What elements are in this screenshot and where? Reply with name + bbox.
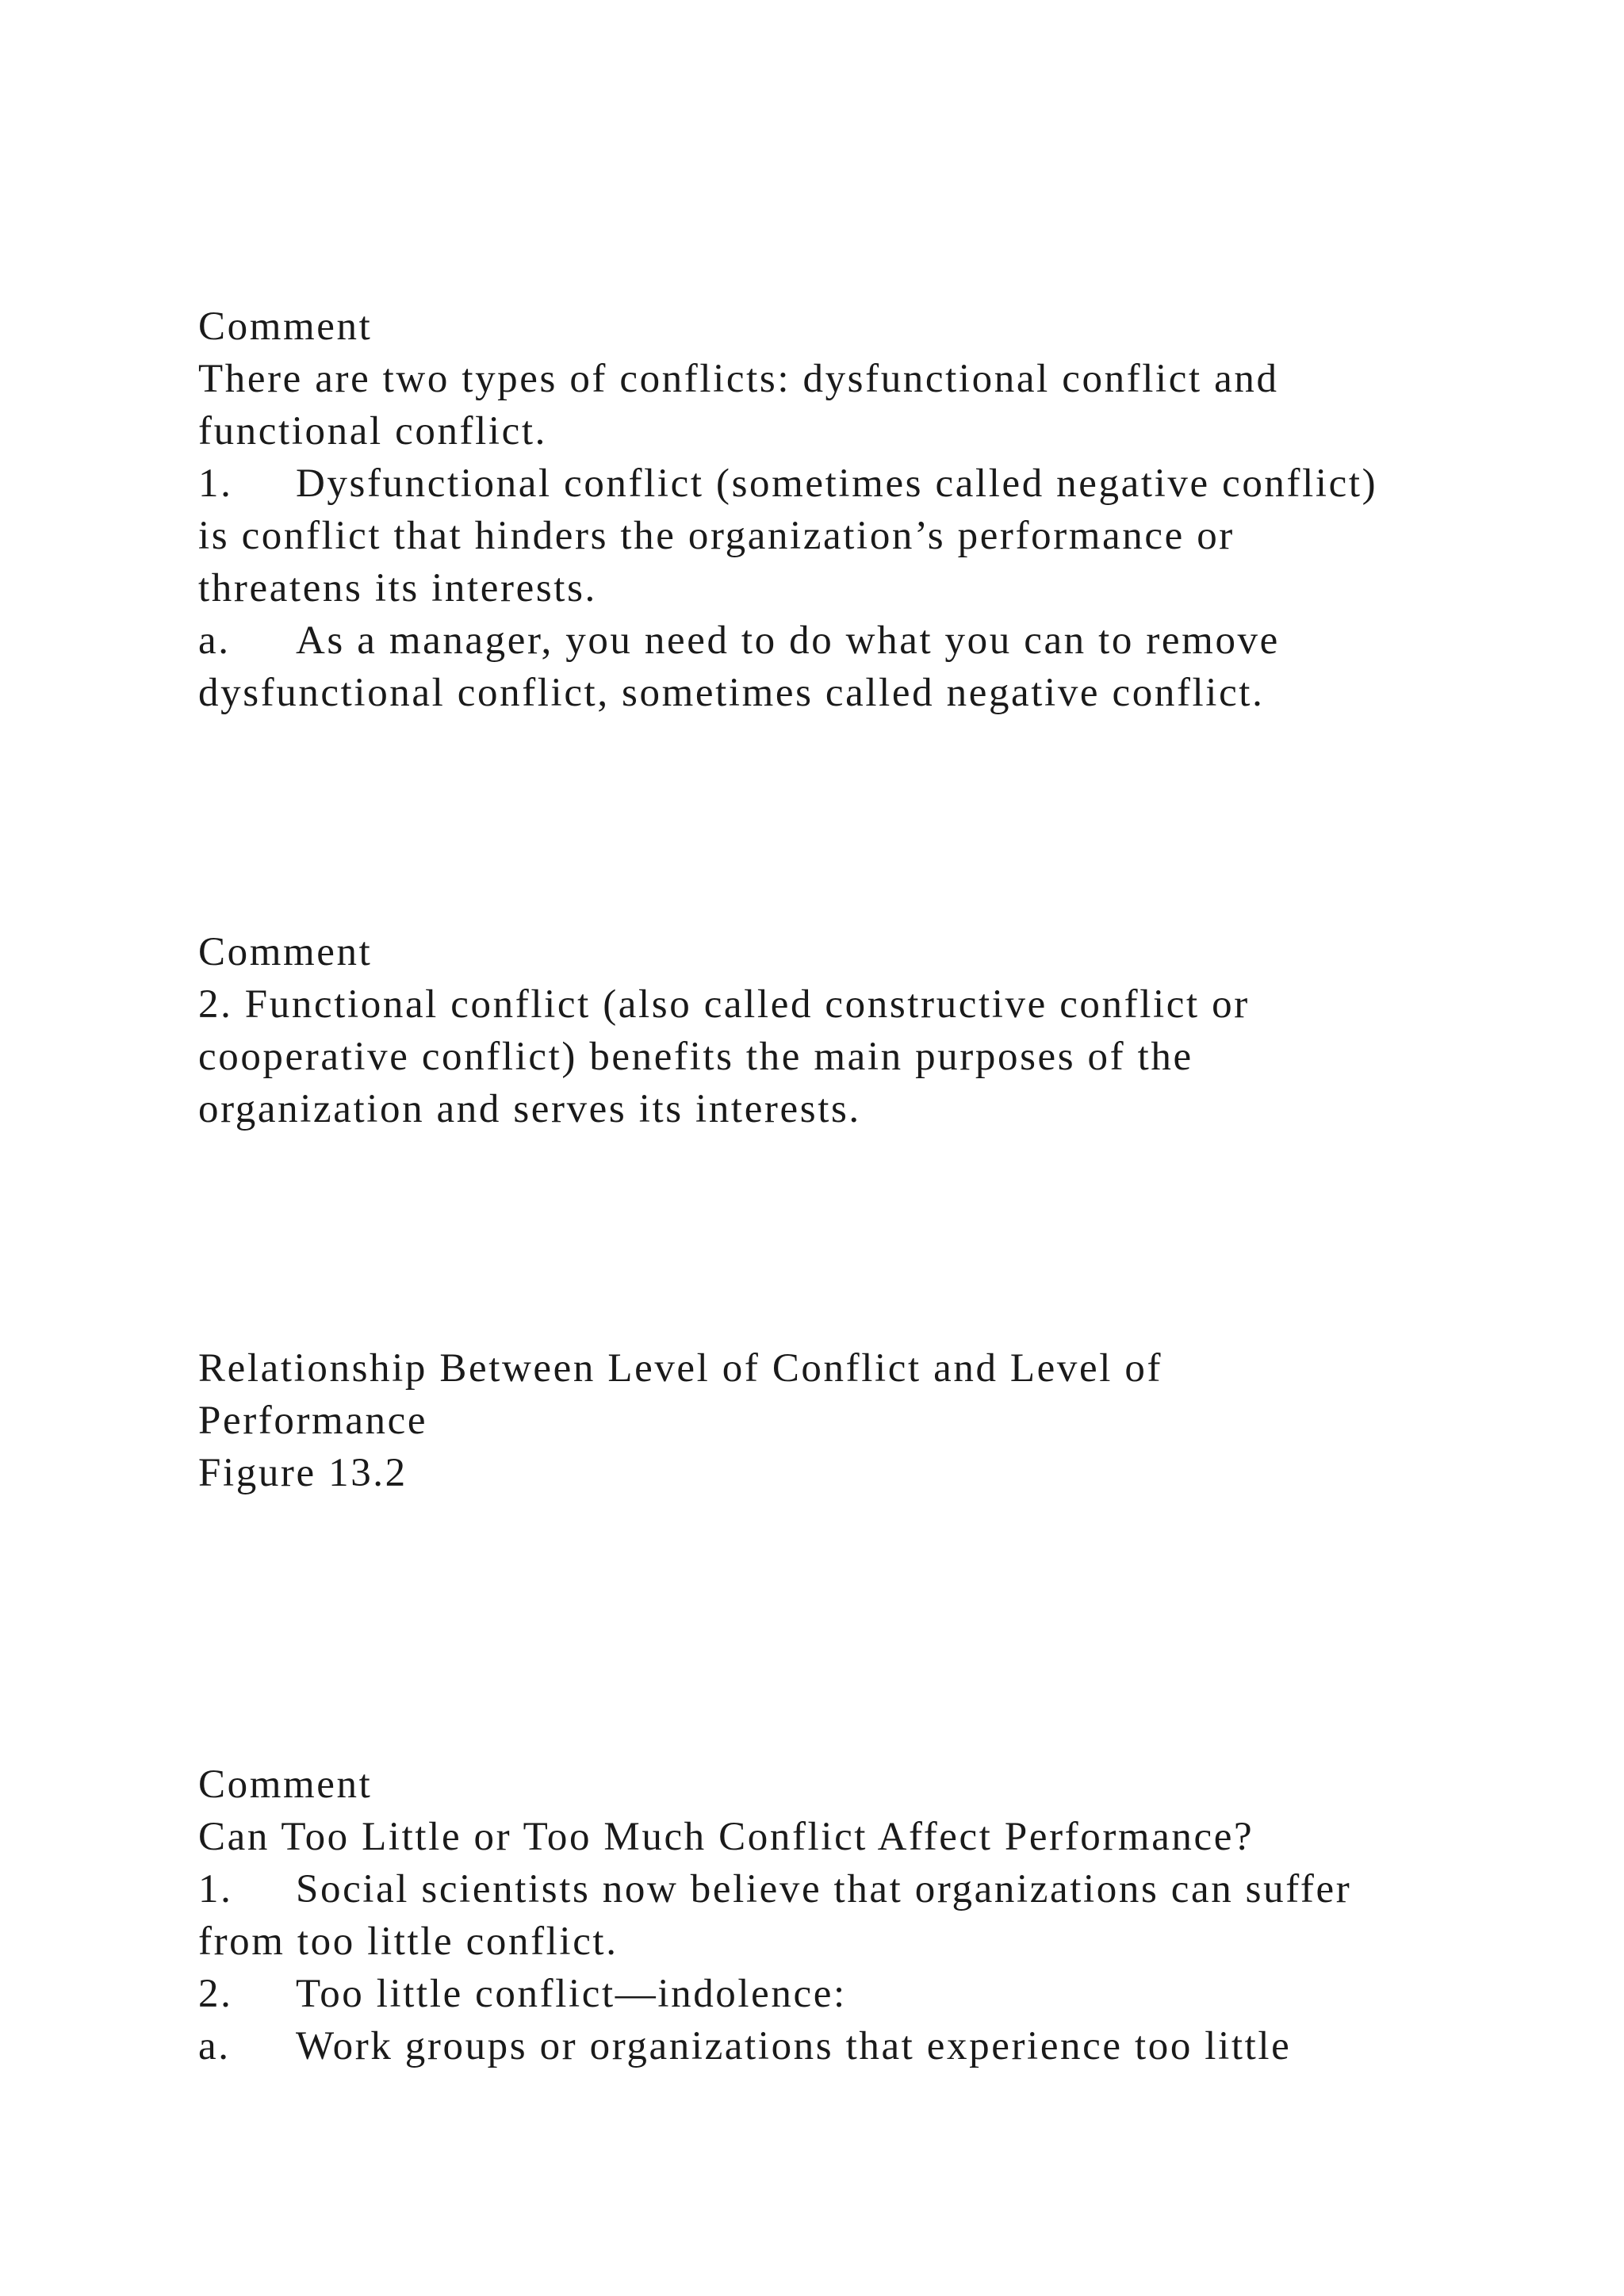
list-item-text: Work groups or organizations that experience too little: [296, 2024, 1292, 2068]
comment-block-conflict-performance: [198, 1758, 1546, 2072]
list-marker: 1.: [198, 461, 233, 506]
paragraph-line: cooperative conflict) benefits the main purposes of the: [198, 1035, 1193, 1079]
list-item-line: [198, 2020, 1546, 2072]
list-item-text: As a manager, you need to do what you can to remove: [296, 618, 1280, 663]
list-marker: 2.: [198, 1972, 233, 2016]
paragraph-line: is conflict that hinders the organization’s performance or: [198, 514, 1235, 558]
figure-title-line: Relationship Between Level of Conflict and Level of: [198, 1346, 1163, 1391]
figure-number: Figure 13.2: [198, 1451, 408, 1495]
paragraph-line: dysfunctional conflict, sometimes called negative conflict.: [198, 671, 1265, 715]
list-item-text: Dysfunctional conflict (sometimes called negative conflict): [296, 461, 1378, 506]
paragraph-line: 2. Functional conflict (also called constructive conflict or: [198, 982, 1250, 1027]
paragraph-line: Can Too Little or Too Much Conflict Affect Performance?: [198, 1815, 1254, 1859]
list-item-text: Too little conflict—indolence:: [296, 1972, 847, 2016]
list-item-line: [198, 1863, 1546, 1915]
list-item-line: [198, 1968, 1546, 2020]
figure-title-line: Performance: [198, 1399, 428, 1443]
paragraph-line: functional conflict.: [198, 409, 548, 453]
list-marker: a.: [198, 2024, 231, 2068]
paragraph-line: organization and serves its interests.: [198, 1087, 861, 1131]
comment-heading: Comment: [198, 304, 373, 349]
comment-block-conflict-types: [198, 300, 1546, 719]
paragraph-line: from too little conflict.: [198, 1919, 619, 1964]
comment-block-functional-conflict: [198, 926, 1546, 1135]
comment-heading: Comment: [198, 1762, 373, 1807]
comment-heading: Comment: [198, 930, 373, 974]
figure-caption-block: [198, 1342, 1546, 1499]
list-item-line: [198, 614, 1546, 667]
paragraph-line: threatens its interests.: [198, 566, 597, 610]
list-item-text: Social scientists now believe that organizations can suffer: [296, 1867, 1352, 1911]
list-marker: a.: [198, 618, 231, 663]
list-marker: 1.: [198, 1867, 233, 1911]
list-item-line: [198, 457, 1546, 510]
paragraph-line: There are two types of conflicts: dysfunctional conflict and: [198, 357, 1279, 401]
